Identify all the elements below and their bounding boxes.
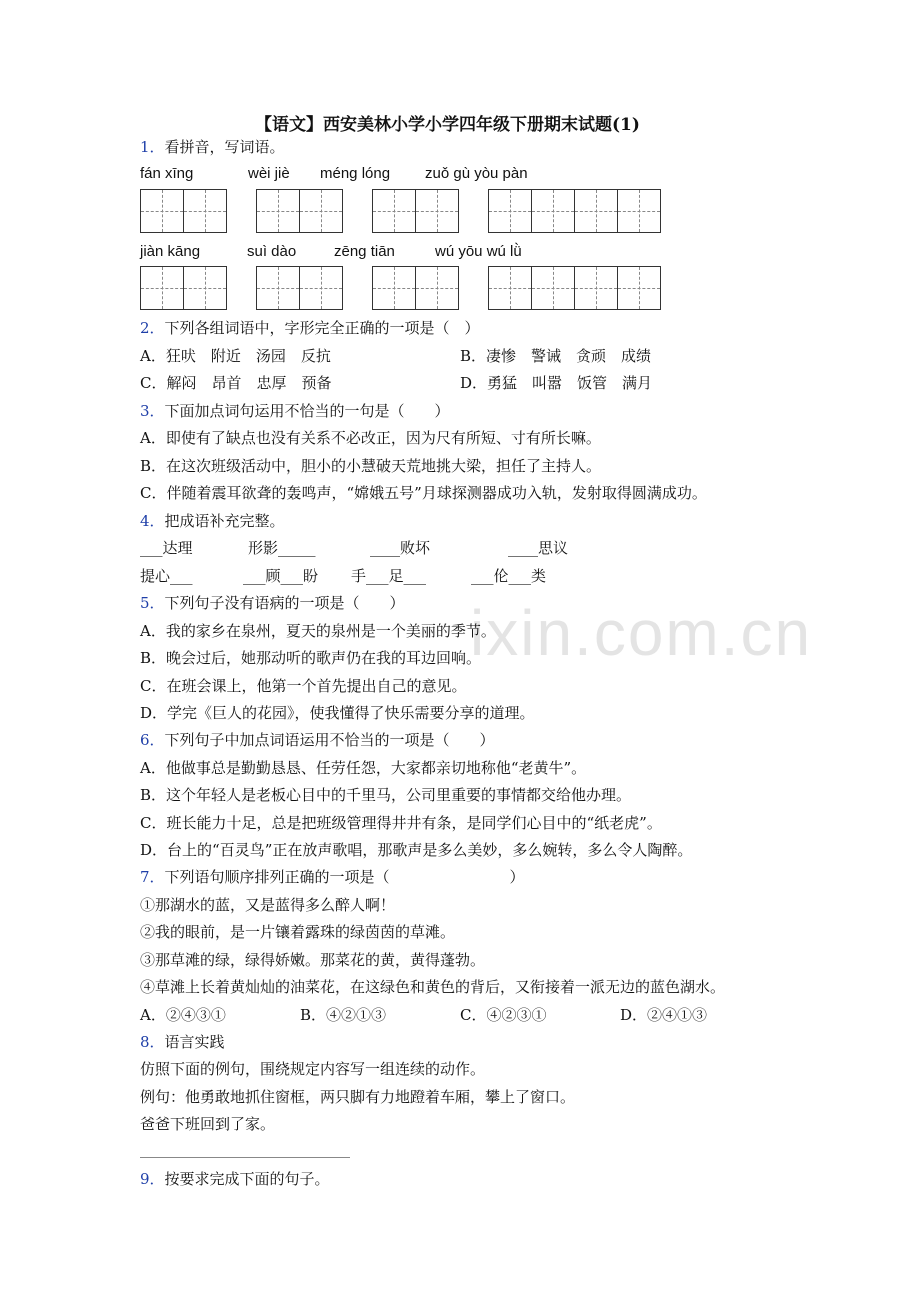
sentence-4: ④草滩上长着黄灿灿的油菜花，在这绿色和黄色的背后，又衔接着一派无边的蓝色湖水。 — [140, 978, 726, 996]
question-1 — [140, 137, 285, 157]
pinyin-label: jiàn kāng — [140, 243, 201, 260]
option-a[interactable]: A．我的家乡在泉州，夏天的泉州是一个美丽的季节。 — [140, 622, 496, 640]
option-c[interactable]: C．④②③① — [460, 1006, 547, 1024]
footnote-divider — [140, 1157, 350, 1158]
question-number: 9． — [140, 1170, 165, 1188]
question-4 — [140, 511, 285, 531]
option-a[interactable]: A．即使有了缺点也没有关系不必改正，因为尺有所短、寸有所长嘛。 — [140, 429, 601, 447]
question-number: 1． — [140, 138, 165, 156]
option-d[interactable]: D．台上的“百灵鸟”正在放声歌唱，那歌声是多么美妙，多么婉转，多么令人陶醉。 — [140, 841, 693, 859]
option-d[interactable]: D．②④①③ — [620, 1006, 708, 1024]
question-3 — [140, 401, 450, 421]
option-a[interactable]: A．他做事总是勤勤恳恳、任劳任怨，大家都亲切地称他“老黄牛”。 — [140, 759, 587, 777]
idiom-blank[interactable]: 手___足___ — [351, 567, 427, 585]
idiom-blank[interactable]: ___达理 — [140, 539, 193, 557]
instruction-text: 仿照下面的例句，围绕规定内容写一组连续的动作。 — [140, 1060, 486, 1078]
option-a[interactable]: A．狂吠 附近 汤园 反抗 — [140, 347, 331, 365]
option-c[interactable]: C．伴随着震耳欲聋的轰鸣声，“嫦娥五号”月球探测器成功入轨，发射取得圆满成功。 — [140, 484, 707, 502]
pinyin-label: suì dào — [247, 243, 297, 260]
watermark: ixin.com.cn — [470, 597, 813, 669]
idiom-blank[interactable]: ___伦___类 — [471, 567, 547, 585]
writing-box[interactable] — [372, 189, 459, 233]
question-number: 3． — [140, 402, 165, 420]
question-8 — [140, 1032, 225, 1052]
question-text: 下列句子中加点词语运用不恰当的一项是（ ） — [164, 731, 495, 749]
idiom-blank[interactable]: ____思议 — [508, 539, 569, 557]
writing-box[interactable] — [140, 266, 227, 310]
idiom-blank[interactable]: 形影_____ — [248, 539, 316, 557]
question-text: 下列句子没有语病的一项是（ ） — [164, 594, 405, 612]
prompt-sentence: 爸爸下班回到了家。 — [140, 1115, 276, 1133]
question-9 — [140, 1169, 330, 1189]
page-title: 【语文】西安美林小学小学四年级下册期末试题(1) — [255, 115, 640, 135]
question-number: 5． — [140, 594, 165, 612]
writing-box[interactable] — [488, 266, 661, 310]
option-a[interactable]: A．②④③① — [140, 1006, 226, 1024]
question-number: 2． — [140, 319, 165, 337]
question-text: 下面加点词句运用不恰当的一句是（ ） — [164, 402, 450, 420]
option-b[interactable]: B．这个年轻人是老板心目中的千里马，公司里重要的事情都交给他办理。 — [140, 786, 632, 804]
example-sentence: 例句：他勇敢地抓住窗框，两只脚有力地蹬着车厢，攀上了窗口。 — [140, 1088, 576, 1106]
writing-box[interactable] — [140, 189, 227, 233]
pinyin-label: zuǒ gù yòu pàn — [425, 165, 528, 182]
question-number: 7． — [140, 868, 165, 886]
sentence-3: ③那草滩的绿，绿得娇嫩。那菜花的黄，黄得蓬勃。 — [140, 951, 486, 969]
question-text: 按要求完成下面的句子。 — [164, 1170, 330, 1188]
question-number: 6． — [140, 731, 165, 749]
pinyin-label: wú yōu wú lǜ — [435, 243, 522, 260]
idiom-blank[interactable]: ____败坏 — [370, 539, 431, 557]
option-d[interactable]: D．勇猛 叫嚣 饭管 满月 — [460, 374, 653, 392]
writing-box[interactable] — [256, 189, 343, 233]
option-b[interactable]: B．在这次班级活动中，胆小的小慧破天荒地挑大梁，担任了主持人。 — [140, 457, 602, 475]
option-d[interactable]: D．学完《巨人的花园》，使我懂得了快乐需要分享的道理。 — [140, 704, 535, 722]
question-6 — [140, 730, 495, 750]
question-text: 看拼音，写词语。 — [164, 138, 285, 156]
writing-box[interactable] — [256, 266, 343, 310]
question-5 — [140, 593, 405, 613]
pinyin-label: fán xīng — [140, 165, 194, 182]
question-2 — [140, 318, 480, 338]
pinyin-label: méng lóng — [320, 165, 391, 182]
option-c[interactable]: C．解闷 昂首 忠厚 预备 — [140, 374, 332, 392]
option-b[interactable]: B．凄惨 警诫 贪顽 成绩 — [460, 347, 652, 365]
pinyin-label: zēng tiān — [334, 243, 395, 260]
pinyin-label: wèi jiè — [248, 165, 290, 182]
option-c[interactable]: C．在班会课上，他第一个首先提出自己的意见。 — [140, 677, 467, 695]
idiom-blank[interactable]: 提心___ — [140, 567, 193, 585]
writing-box[interactable] — [488, 189, 661, 233]
question-number: 4． — [140, 512, 165, 530]
idiom-blank[interactable]: ___顾___盼 — [243, 567, 319, 585]
question-text: 把成语补充完整。 — [164, 512, 285, 530]
writing-box[interactable] — [372, 266, 459, 310]
option-c[interactable]: C．班长能力十足，总是把班级管理得井井有条，是同学们心目中的“纸老虎”。 — [140, 814, 662, 832]
question-number: 8． — [140, 1033, 165, 1051]
question-text: 语言实践 — [164, 1033, 225, 1051]
question-text: 下列语句顺序排列正确的一项是（ ） — [164, 868, 525, 886]
question-text: 下列各组词语中，字形完全正确的一项是（ ） — [164, 319, 480, 337]
sentence-2: ②我的眼前，是一片镶着露珠的绿茵茵的草滩。 — [140, 923, 456, 941]
sentence-1: ①那湖水的蓝，又是蓝得多么醉人啊！ — [140, 896, 396, 914]
question-7 — [140, 867, 525, 887]
option-b[interactable]: B．④②①③ — [300, 1006, 387, 1024]
option-b[interactable]: B．晚会过后，她那动听的歌声仍在我的耳边回响。 — [140, 649, 482, 667]
